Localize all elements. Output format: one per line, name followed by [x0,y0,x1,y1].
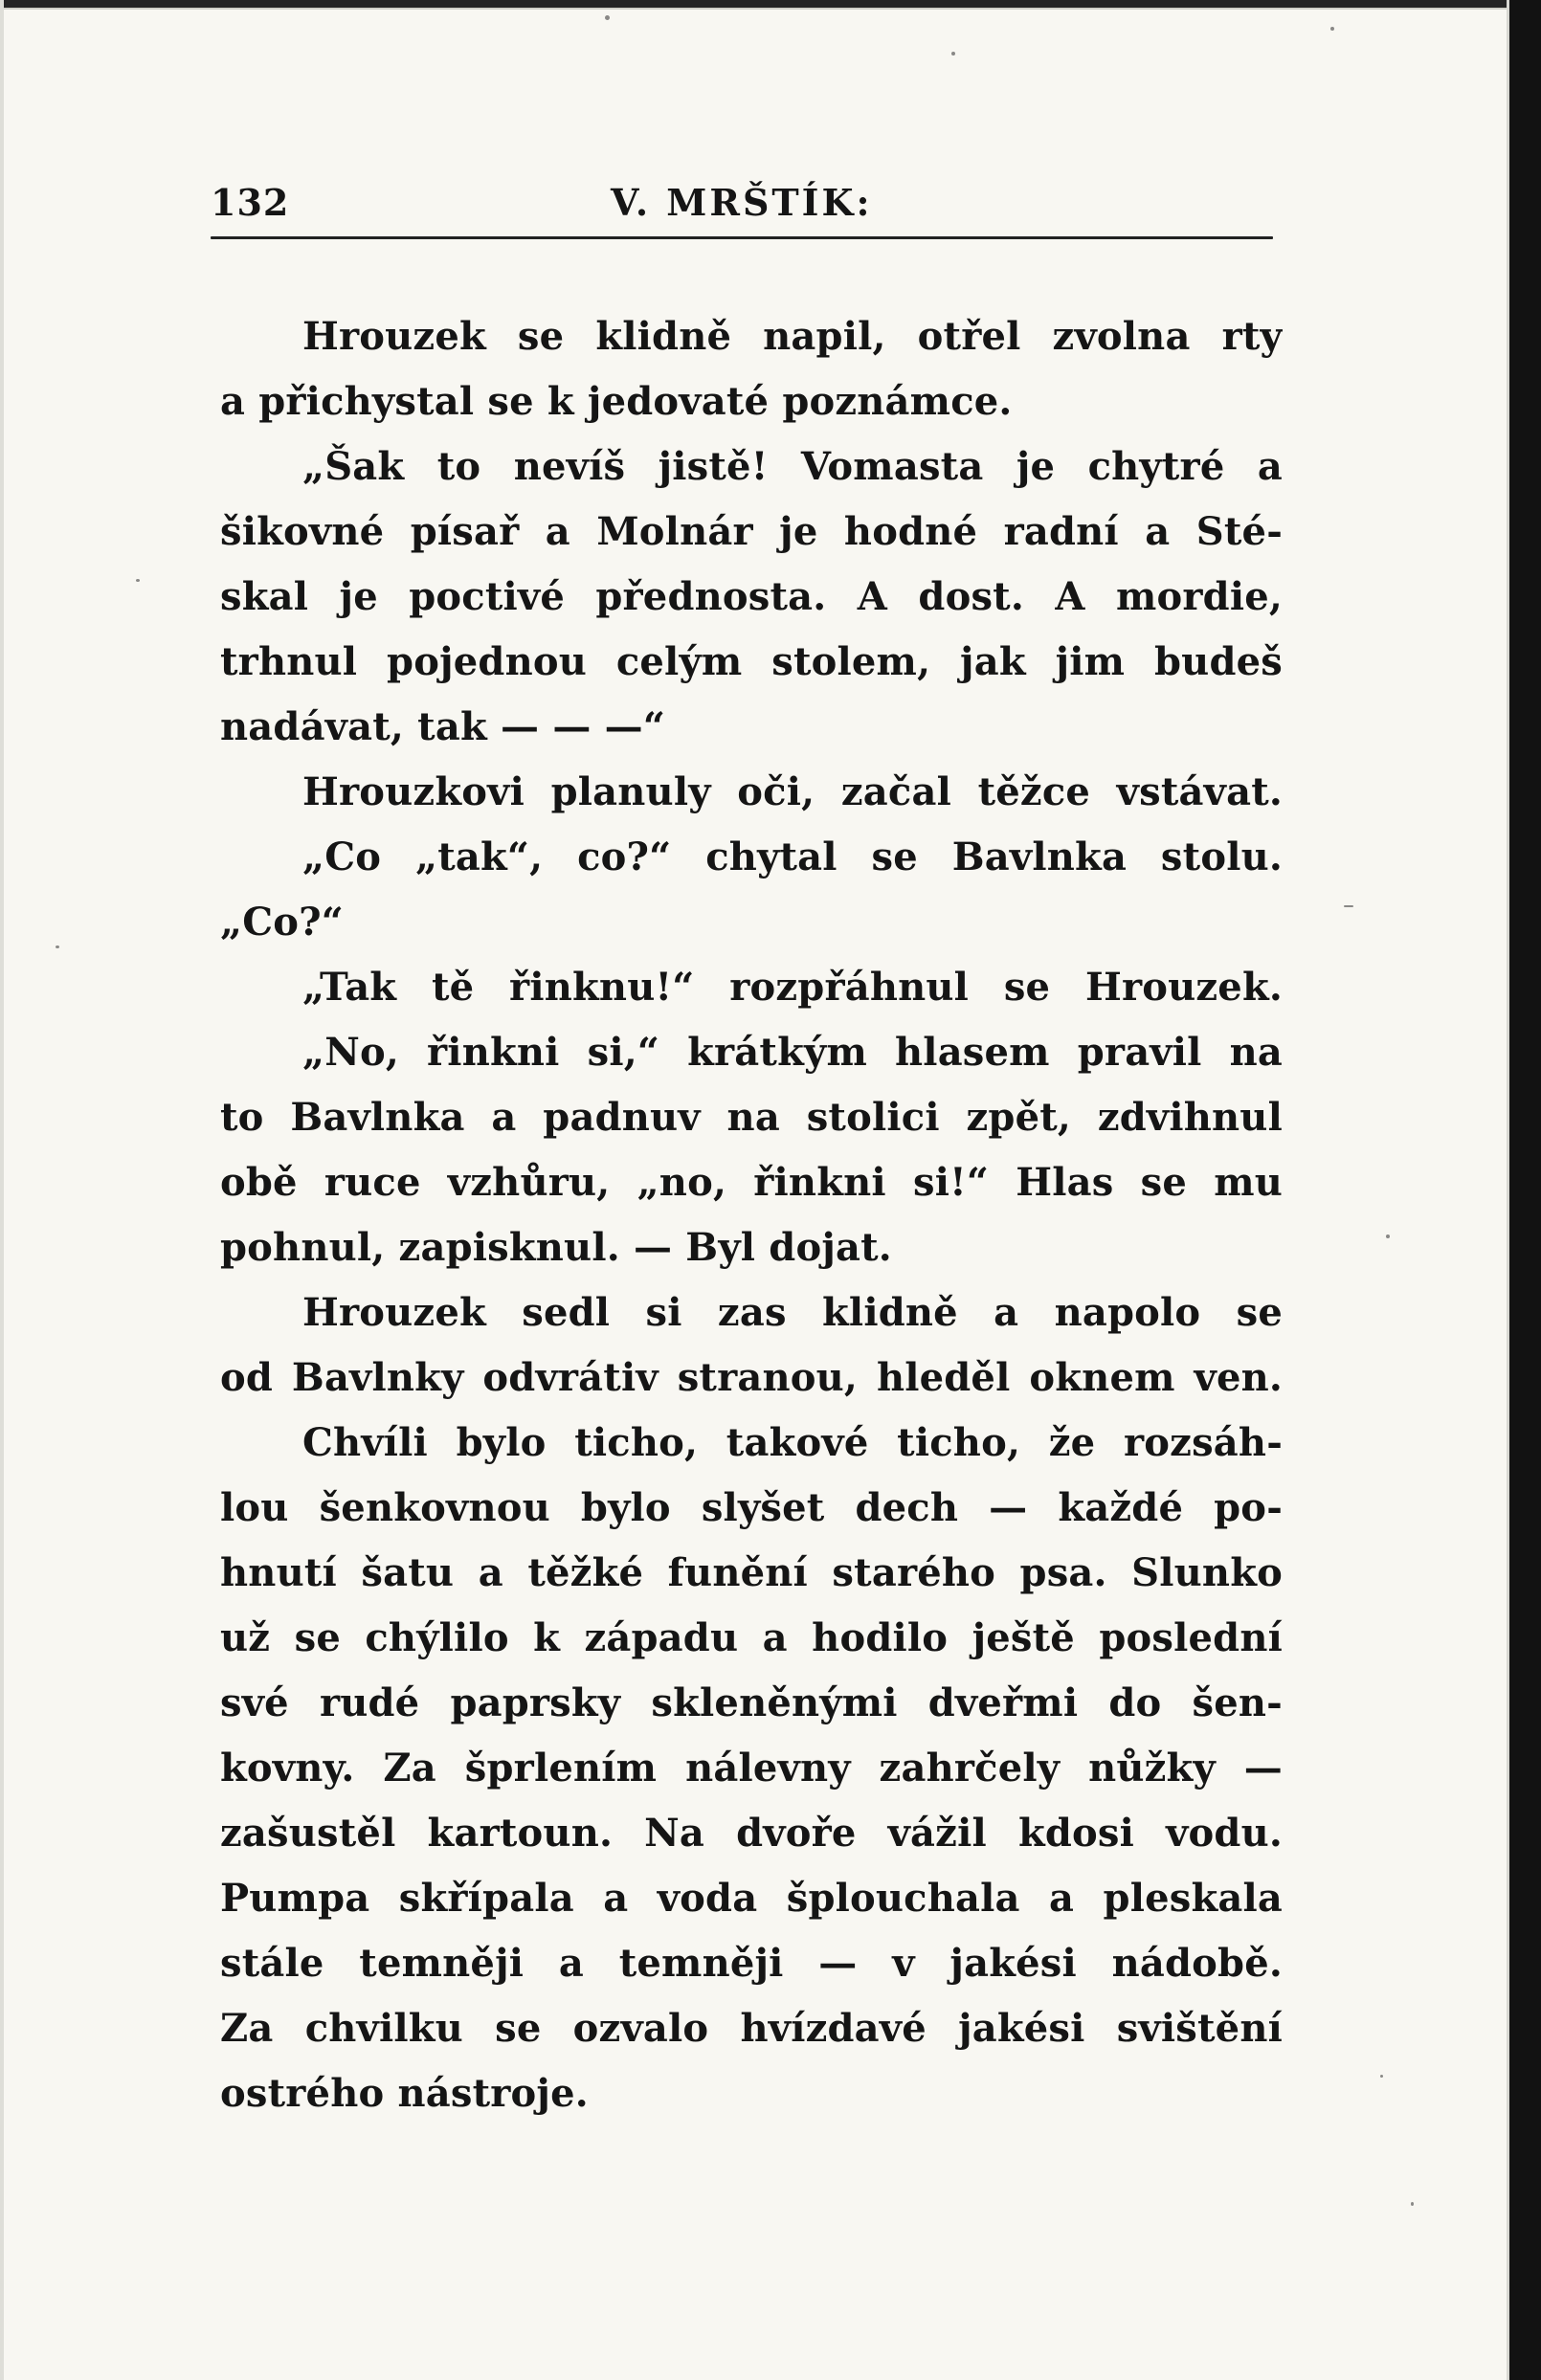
text-line: Hrouzek sedl si zas klidně a napolo se [302,1290,1283,1335]
scan-left-edge [0,0,4,2380]
text-line: skal je poctivé přednosta. A dost. A mordie, [220,574,1283,619]
scan-speck [951,52,955,56]
scan-speck [1386,1234,1390,1238]
text-line: kovny. Za šprlením nálevny zahrčely nůžky — [220,1746,1283,1791]
page-number: 132 [211,181,290,224]
text-line: Chvíli bylo ticho, takové ticho, že rozsáh- [302,1420,1283,1465]
text-line: ostrého nástroje. [220,2071,589,2116]
text-line: už se chýlilo k západu a hodilo ještě poslední [220,1615,1283,1660]
header-divider [211,236,1273,239]
scan-speck [1330,27,1334,31]
text-line: obě ruce vzhůru, „no, řinkni si!“ Hlas se mu [220,1160,1283,1205]
scan-right-edge [1507,0,1541,2380]
text-line: Hrouzek se klidně napil, otřel zvolna rty [302,314,1283,359]
text-line: stále temněji a temněji — v jakési nádobě. [220,1941,1283,1986]
text-line: „Co?“ [220,900,344,945]
scan-top-edge [0,0,1541,17]
text-line: pohnul, zapisknul. — Byl dojat. [220,1225,892,1270]
text-line: své rudé paprsky skleněnými dveřmi do šen- [220,1680,1283,1725]
text-line: a přichystal se k jedovaté poznámce. [220,379,1013,424]
text-line: trhnul pojednou celým stolem, jak jim budeš [220,639,1283,684]
text-line: nadávat, tak — — —“ [220,704,666,749]
scan-speck [1380,2075,1383,2078]
text-line: „Šak to nevíš jistě! Vomasta je chytré a [302,444,1283,489]
text-line: Pumpa skřípala a voda šplouchala a pleskala [220,1876,1283,1921]
text-line: Hrouzkovi planuly oči, začal těžce vstávat. [302,769,1283,814]
scan-speck [605,15,610,20]
body-text [220,304,1283,2126]
page-header [211,177,1273,244]
text-line: Za chvilku se ozvalo hvízdavé jakési svištění [220,2006,1283,2051]
text-line: „No, řinkni si,“ krátkým hlasem pravil na [302,1030,1283,1075]
text-line: „Tak tě řinknu!“ rozpřáhnul se Hrouzek. [302,965,1283,1010]
scan-speck [1344,905,1353,907]
text-line: šikovné písař a Molnár je hodné radní a Sté- [220,509,1283,554]
text-line: to Bavlnka a padnuv na stolici zpět, zdvihnul [220,1095,1283,1140]
text-line: hnutí šatu a těžké funění starého psa. Slunko [220,1550,1283,1595]
scan-speck [136,579,140,582]
text-line: zašustěl kartoun. Na dvoře vážil kdosi vodu. [220,1811,1283,1856]
running-head-author: V. MRŠTÍK: [611,181,873,224]
text-line: lou šenkovnou bylo slyšet dech — každé po- [220,1485,1283,1530]
scan-speck [1411,2202,1414,2206]
text-line: „Co „tak“, co?“ chytal se Bavlnka stolu. [302,834,1283,879]
text-line: od Bavlnky odvrátiv stranou, hleděl oknem ven. [220,1355,1283,1400]
scan-speck [56,945,59,948]
